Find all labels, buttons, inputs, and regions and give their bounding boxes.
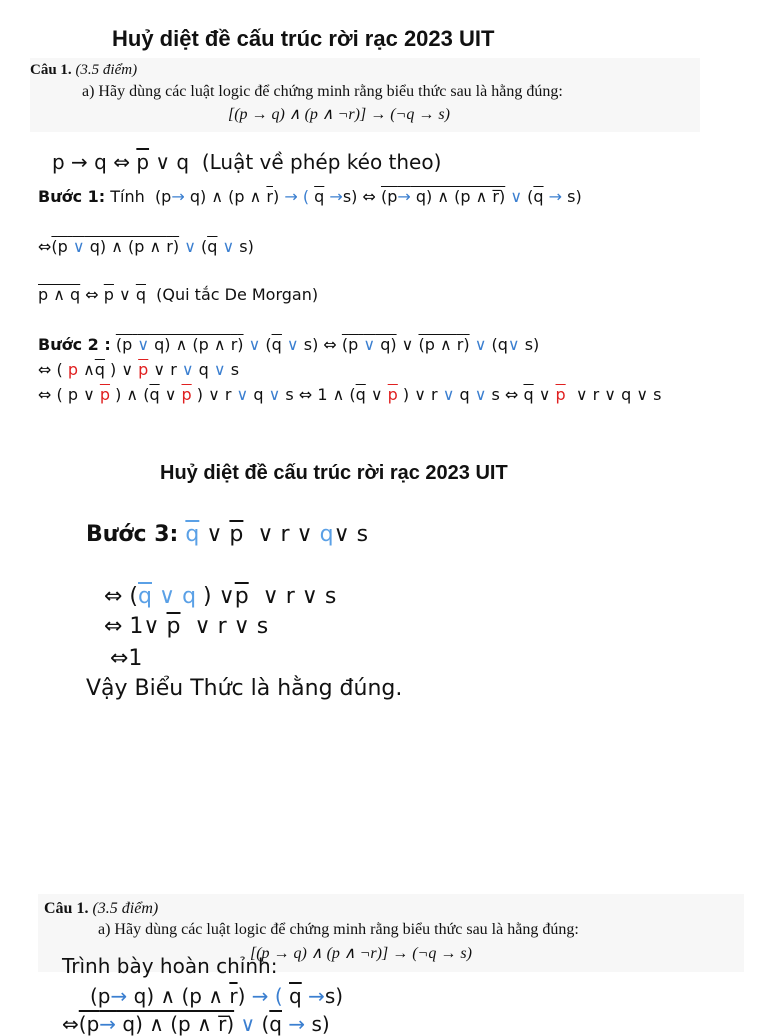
step3-line-2: ⇔ ($\overline{q}$ ∨ q ) $\vee\overline{p}$ ∨ r ∨ s — [104, 584, 337, 609]
question-expression-2: [(p → q) ∧ (p ∧ ¬r)] → (¬q → s) — [250, 945, 472, 962]
question-header — [30, 62, 137, 79]
question-points: (3.5 điểm) — [75, 62, 138, 78]
conclusion: Vậy Biểu Thức là hằng đúng. — [86, 676, 403, 701]
final-line-2-partial: ⇔(p→ q) ∧ (p ∧ r̅) ∨ $(\overline{q} \to s)$ — [62, 1012, 330, 1036]
step2-line-3: ⇔ ( p ∨ $\overline{p}$ ) ∧ ($\overline{q}$ ∨ $\overline{p}$ ) ∨ r ∨ q ∨ s ⇔ 1 ∧ ($\overline{q}$ ∨ $\overline{p}$ ) ∨ r ∨ q ∨ s ⇔ $\overline{q}$ ∨ $\overline{p}$ ∨ r ∨ q ∨ s — [38, 385, 662, 404]
step3-line-4: ⇔1 — [110, 646, 143, 671]
step2-line-2: ⇔ ( p $\wedge\overline{q}$ ) ∨ $\overline{p}$ ∨ r ∨ q ∨ s — [38, 360, 240, 379]
page-title-2: Huỷ diệt đề cấu trúc rời rạc 2023 UIT — [160, 462, 508, 484]
question-instruction-2: a) Hãy dùng các luật logic để chứng minh rằng biểu thức sau là hằng đúng: — [98, 921, 579, 938]
de-morgan-label: (Qui tắc De Morgan) — [156, 285, 319, 304]
scanned-question — [30, 58, 700, 132]
question-expression: [(p → q) ∧ (p ∧ ¬r)] → (¬q → s) — [228, 106, 450, 123]
final-line-1: (p→ q) ∧ (p ∧ $\overline{r}$) → ( $\overline{q} \to s$) — [90, 984, 344, 1008]
step2-line: Bước 2 : (p ∨ q) ∧ (p ∧ r) ∨ (q ∨ s) ⇔ (p ∨ q) ∨ (p ∧ r) ∨ (q∨ s) — [38, 335, 540, 354]
page-title: Huỷ diệt đề cấu trúc rời rạc 2023 UIT — [112, 26, 495, 51]
de-morgan-line: p ∧ q ⇔ $\overline{p}$ ∨ $\overline{q}$ (Qui tắc De Morgan) — [38, 285, 319, 304]
final-heading: Trình bày hoàn chỉnh: — [62, 954, 278, 978]
implication-law-name: (Luật về phép kéo theo) — [201, 150, 442, 174]
step3-line: Bước 3: $\overline{q}$ ∨ $\overline{p}$ ∨ r ∨ q∨ s — [86, 522, 369, 547]
step1-result-line: ⇔(p ∨ q) ∧ (p ∧ r) ∨ (q ∨ s) — [38, 237, 254, 256]
question-label-2: Câu 1. — [44, 900, 89, 917]
step1-label: Bước 1: — [38, 187, 106, 206]
question-points-2: (3.5 điểm) — [92, 900, 159, 917]
step1-tinh: Tính — [110, 187, 145, 206]
implication-law-line: p → q ⇔ $\overline{p}$ ∨ q (Luật về phép kéo theo) — [52, 150, 442, 174]
question-header-2 — [44, 900, 158, 918]
question-instruction: a) Hãy dùng các luật logic để chứng minh rằng biểu thức sau là hằng đúng: — [82, 83, 563, 100]
step2-label: Bước 2 : — [38, 335, 111, 354]
question-label: Câu 1. — [30, 62, 72, 78]
step3-line-3: ⇔ 1∨ $\overline{p}$ ∨ r ∨ s — [104, 614, 269, 639]
step1-line: Bước 1: Tính (p→ q) ∧ (p ∧ $\overline{r}$) → ( $\overline{q} \to s$) ⇔ (p→ q) ∧ (p ∧ r̅) ∨ $(\overline{q} \to s)$ — [38, 187, 582, 206]
step3-label: Bước 3: — [86, 522, 179, 547]
